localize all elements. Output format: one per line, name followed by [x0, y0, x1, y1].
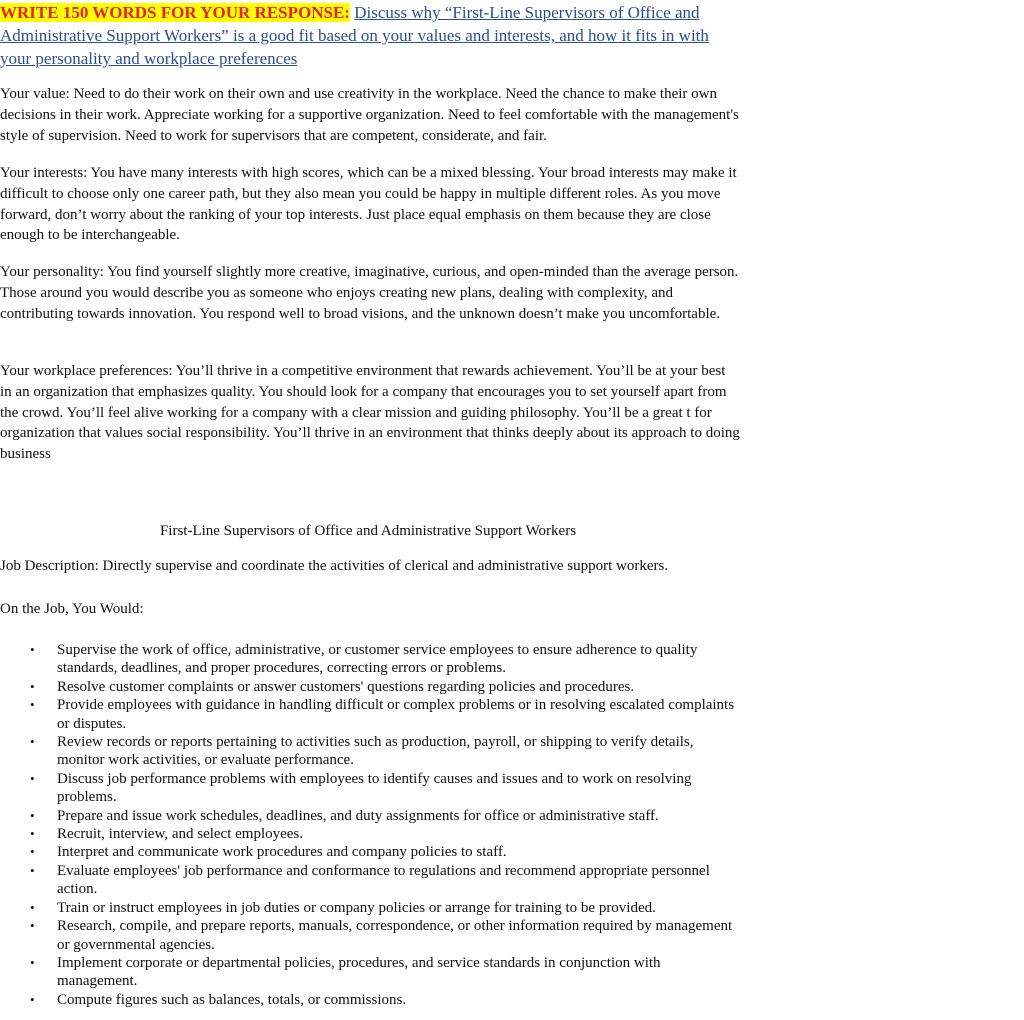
- workplace-preferences-paragraph: Your workplace preferences: You’ll thrive in a competitive environment that rewards achievement. You’ll be at your best in an organization that emphasizes quality. You should look for a company that encourages you to set yourself apart from the crowd. You’ll feel alive working for a company with a clear mission and guiding philosophy. You’ll be a great t for organization that values social responsibility. You’ll thrive in an environment that thinks deeply about its approach to doing business: [0, 363, 740, 463]
- job-description: Job Description: Directly supervise and coordinate the activities of clerical and administrative support workers.: [0, 558, 669, 574]
- bullet-icon: •: [30, 807, 35, 823]
- bullet-icon: •: [30, 678, 35, 694]
- list-item: [0, 733, 737, 770]
- prompt-question-link[interactable]: Discuss why “First-Line Supervisors of Office and Administrative Support Workers” is a good fit based on your values and interests, and how it fits in with your personality and workplace preferences: [0, 3, 709, 68]
- bullet-icon: •: [30, 734, 35, 750]
- bullet-icon: •: [30, 642, 35, 657]
- list-item: [0, 807, 737, 825]
- bullet-icon: •: [30, 844, 35, 860]
- list-item: [0, 991, 737, 1009]
- duty-text: Recruit, interview, and select employees.: [57, 826, 304, 843]
- bullet-icon: •: [30, 862, 35, 878]
- duty-text: Provide employees with guidance in handling difficult or complex problems or in resolving escalated complaints or disputes.: [57, 697, 735, 732]
- assignment-prompt: [0, 1, 740, 70]
- bullet-icon: •: [30, 770, 35, 786]
- duty-text: Interpret and communicate work procedures and company policies to staff.: [57, 844, 507, 861]
- job-duties-heading: On the Job, You Would:: [0, 601, 144, 617]
- bullet-icon: •: [30, 954, 35, 970]
- duty-text: Resolve customer complaints or answer customers' questions regarding policies and procedures.: [57, 678, 635, 695]
- bullet-icon: •: [30, 826, 35, 842]
- duty-text: Evaluate employees' job performance and conformance to regulations and recommend appropriate personnel action.: [57, 862, 710, 898]
- list-item: [0, 954, 737, 991]
- bullet-icon: •: [30, 991, 35, 1007]
- list-item: [0, 843, 737, 861]
- duty-text: Prepare and issue work schedules, deadlines, and duty assignments for office or administrative staff.: [57, 807, 659, 824]
- duty-text: Compute figures such as balances, totals, or commissions.: [57, 991, 407, 1008]
- list-item: [0, 917, 737, 954]
- duty-text: Implement corporate or departmental policies, procedures, and service standards in conjunction with management.: [57, 954, 661, 990]
- duty-text: Supervise the work of office, administrative, or customer service employees to ensure adherence to quality standards, deadlines, and proper procedures, correcting errors or problems.: [57, 642, 698, 677]
- duty-text: Train or instruct employees in job duties or company policies or arrange for training to be provided.: [57, 899, 656, 916]
- personality-paragraph: Your personality: You find yourself slightly more creative, imaginative, curious, and open-minded than the average person. Those around you would describe you as someone who enjoys creating new plans, dealing with complexity, and contributing towards innovation. You respond well to broad visions, and the unknown doesn’t make you uncomfortable.: [0, 264, 739, 322]
- list-item: [0, 641, 737, 678]
- bullet-icon: •: [30, 697, 35, 713]
- values-paragraph: Your value: Need to do their work on their own and use creativity in the workplace. Need the chance to make their own decisions in their work. Appreciate working for a supportive organization. Need to feel comfortable with the management's style of supervision. Need to work for supervisors that are competent, considerate, and fair.: [0, 86, 739, 144]
- list-item: [0, 862, 737, 899]
- list-item: [0, 825, 737, 843]
- list-item: [0, 678, 737, 696]
- word-count-instruction: WRITE 150 WORDS FOR YOUR RESPONSE:: [0, 3, 350, 22]
- duty-text: Review records or reports pertaining to activities such as production, payroll, or shipping to verify details, monitor work activities, or evaluate performance.: [57, 734, 694, 769]
- bullet-icon: •: [30, 899, 35, 915]
- interests-paragraph: Your interests: You have many interests with high scores, which can be a mixed blessing. Your broad interests may make it difficult to choose only one career path, but they also mean you could be happy in multiple different roles. As you move forward, don’t worry about the ranking of your top interests. Just place equal emphasis on them because they are close enough to be interchangeable.: [0, 165, 737, 244]
- duty-text: Discuss job performance problems with employees to identify causes and issues and to work on resolving problems.: [57, 770, 692, 806]
- job-duties-list: [0, 641, 760, 1009]
- list-item: [0, 696, 737, 733]
- bullet-icon: •: [30, 918, 35, 934]
- list-item: [0, 899, 737, 917]
- duty-text: Research, compile, and prepare reports, manuals, correspondence, or other information required by management or governmental agencies.: [57, 918, 733, 953]
- list-item: [0, 770, 737, 807]
- job-title: First-Line Supervisors of Office and Administrative Support Workers: [159, 523, 577, 539]
